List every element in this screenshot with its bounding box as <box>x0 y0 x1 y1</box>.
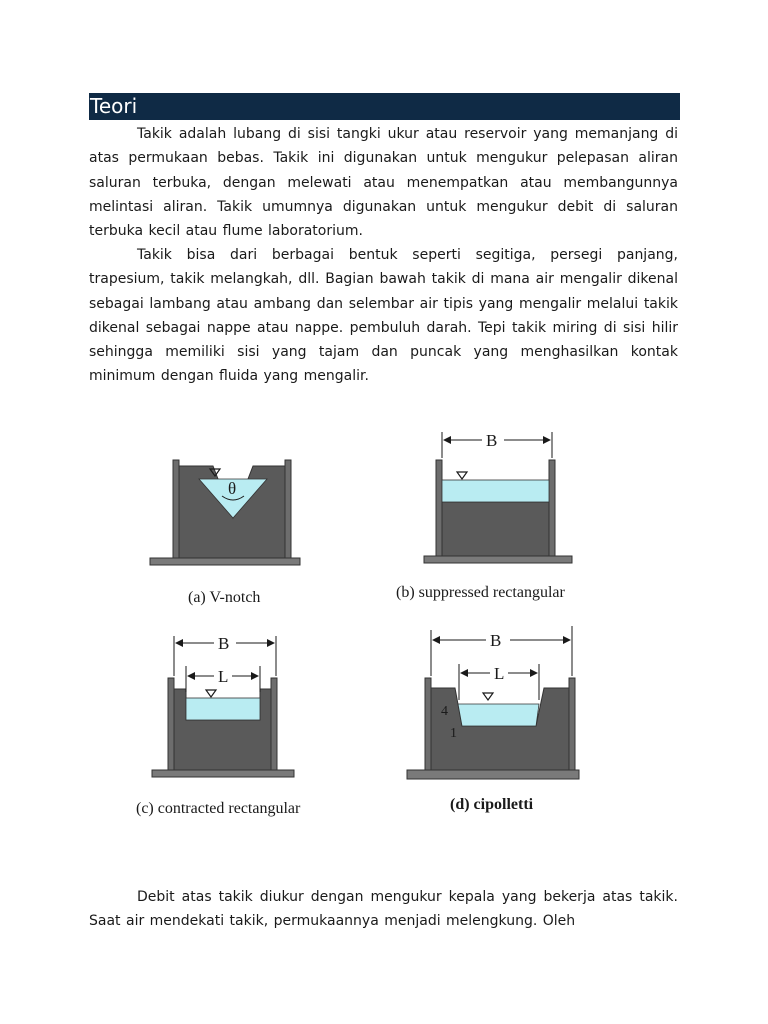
v-notch-diagram <box>150 460 300 565</box>
v-notch-right-wall <box>285 460 291 558</box>
water-level-icon <box>206 690 216 697</box>
contracted-water <box>186 698 260 720</box>
contracted-right-wall <box>271 678 277 770</box>
weir-diagrams <box>0 400 768 840</box>
cipolletti-water <box>458 704 539 726</box>
suppressed-plate <box>442 502 549 556</box>
paragraph-1: Takik adalah lubang di sisi tangki ukur atau reservoir yang memanjang di atas permukaan bebas. Takik ini digunakan untuk mengukur pelepasan aliran saluran terbuka, dengan melewati atau menempatkan atau membangunnya melintasi aliran. Takik umumnya digunakan untuk mengukur debit di saluran terbuka kecil atau flume laboratorium. <box>89 126 678 240</box>
suppressed-left-wall <box>436 460 442 556</box>
section-heading-bar <box>89 93 680 120</box>
section-title: Teori <box>90 94 138 118</box>
water-level-icon <box>483 693 493 700</box>
caption-cipolletti: (d) cipolletti <box>450 796 534 813</box>
cipolletti-diagram <box>407 626 579 779</box>
weir-notch-figure <box>0 400 768 840</box>
length-l-label: L <box>494 664 505 683</box>
paragraph-2: Takik bisa dari berbagai bentuk seperti segitiga, persegi panjang, trapesium, takik melangkah, dll. Bagian bawah takik di mana air mengalir dikenal sebagai lambang atau ambang dan selembar air tipis yang mengalir melalui takik dikenal sebagai nappe atau nappe. pembuluh darah. Tepi takik miring di sisi hilir sehingga memiliki sisi yang tajam dan puncak yang menghasilkan kontak minimum dengan fluida yang mengalir. <box>89 247 678 385</box>
theta-label: θ <box>228 479 237 498</box>
width-b-label: B <box>486 431 498 450</box>
cipolletti-base <box>407 770 579 779</box>
contracted-base <box>152 770 294 777</box>
caption-v-notch: (a) V-notch <box>188 589 261 606</box>
cipolletti-right-wall <box>569 678 575 770</box>
contracted-left-wall <box>168 678 174 770</box>
v-notch-base <box>150 558 300 565</box>
suppressed-rectangular-diagram <box>424 431 572 563</box>
v-notch-left-wall <box>173 460 179 558</box>
length-l-label: L <box>218 667 229 686</box>
cipolletti-left-wall <box>425 678 431 770</box>
suppressed-right-wall <box>549 460 555 556</box>
width-b-label: B <box>490 631 502 650</box>
suppressed-water <box>442 480 549 502</box>
caption-suppressed-rectangular: (b) suppressed rectangular <box>396 584 565 601</box>
width-b-label: B <box>218 634 230 653</box>
contracted-rectangular-diagram <box>152 634 294 777</box>
water-level-icon <box>457 472 467 479</box>
suppressed-base <box>424 556 572 563</box>
slope-run-label: 1 <box>450 726 457 741</box>
paragraph-3: Debit atas takik diukur dengan mengukur kepala yang bekerja atas takik. Saat air mendekati takik, permukaannya menjadi melengkung. Oleh <box>89 889 678 930</box>
slope-rise-label: 4 <box>441 704 448 719</box>
caption-contracted-rectangular: (c) contracted rectangular <box>136 800 301 817</box>
